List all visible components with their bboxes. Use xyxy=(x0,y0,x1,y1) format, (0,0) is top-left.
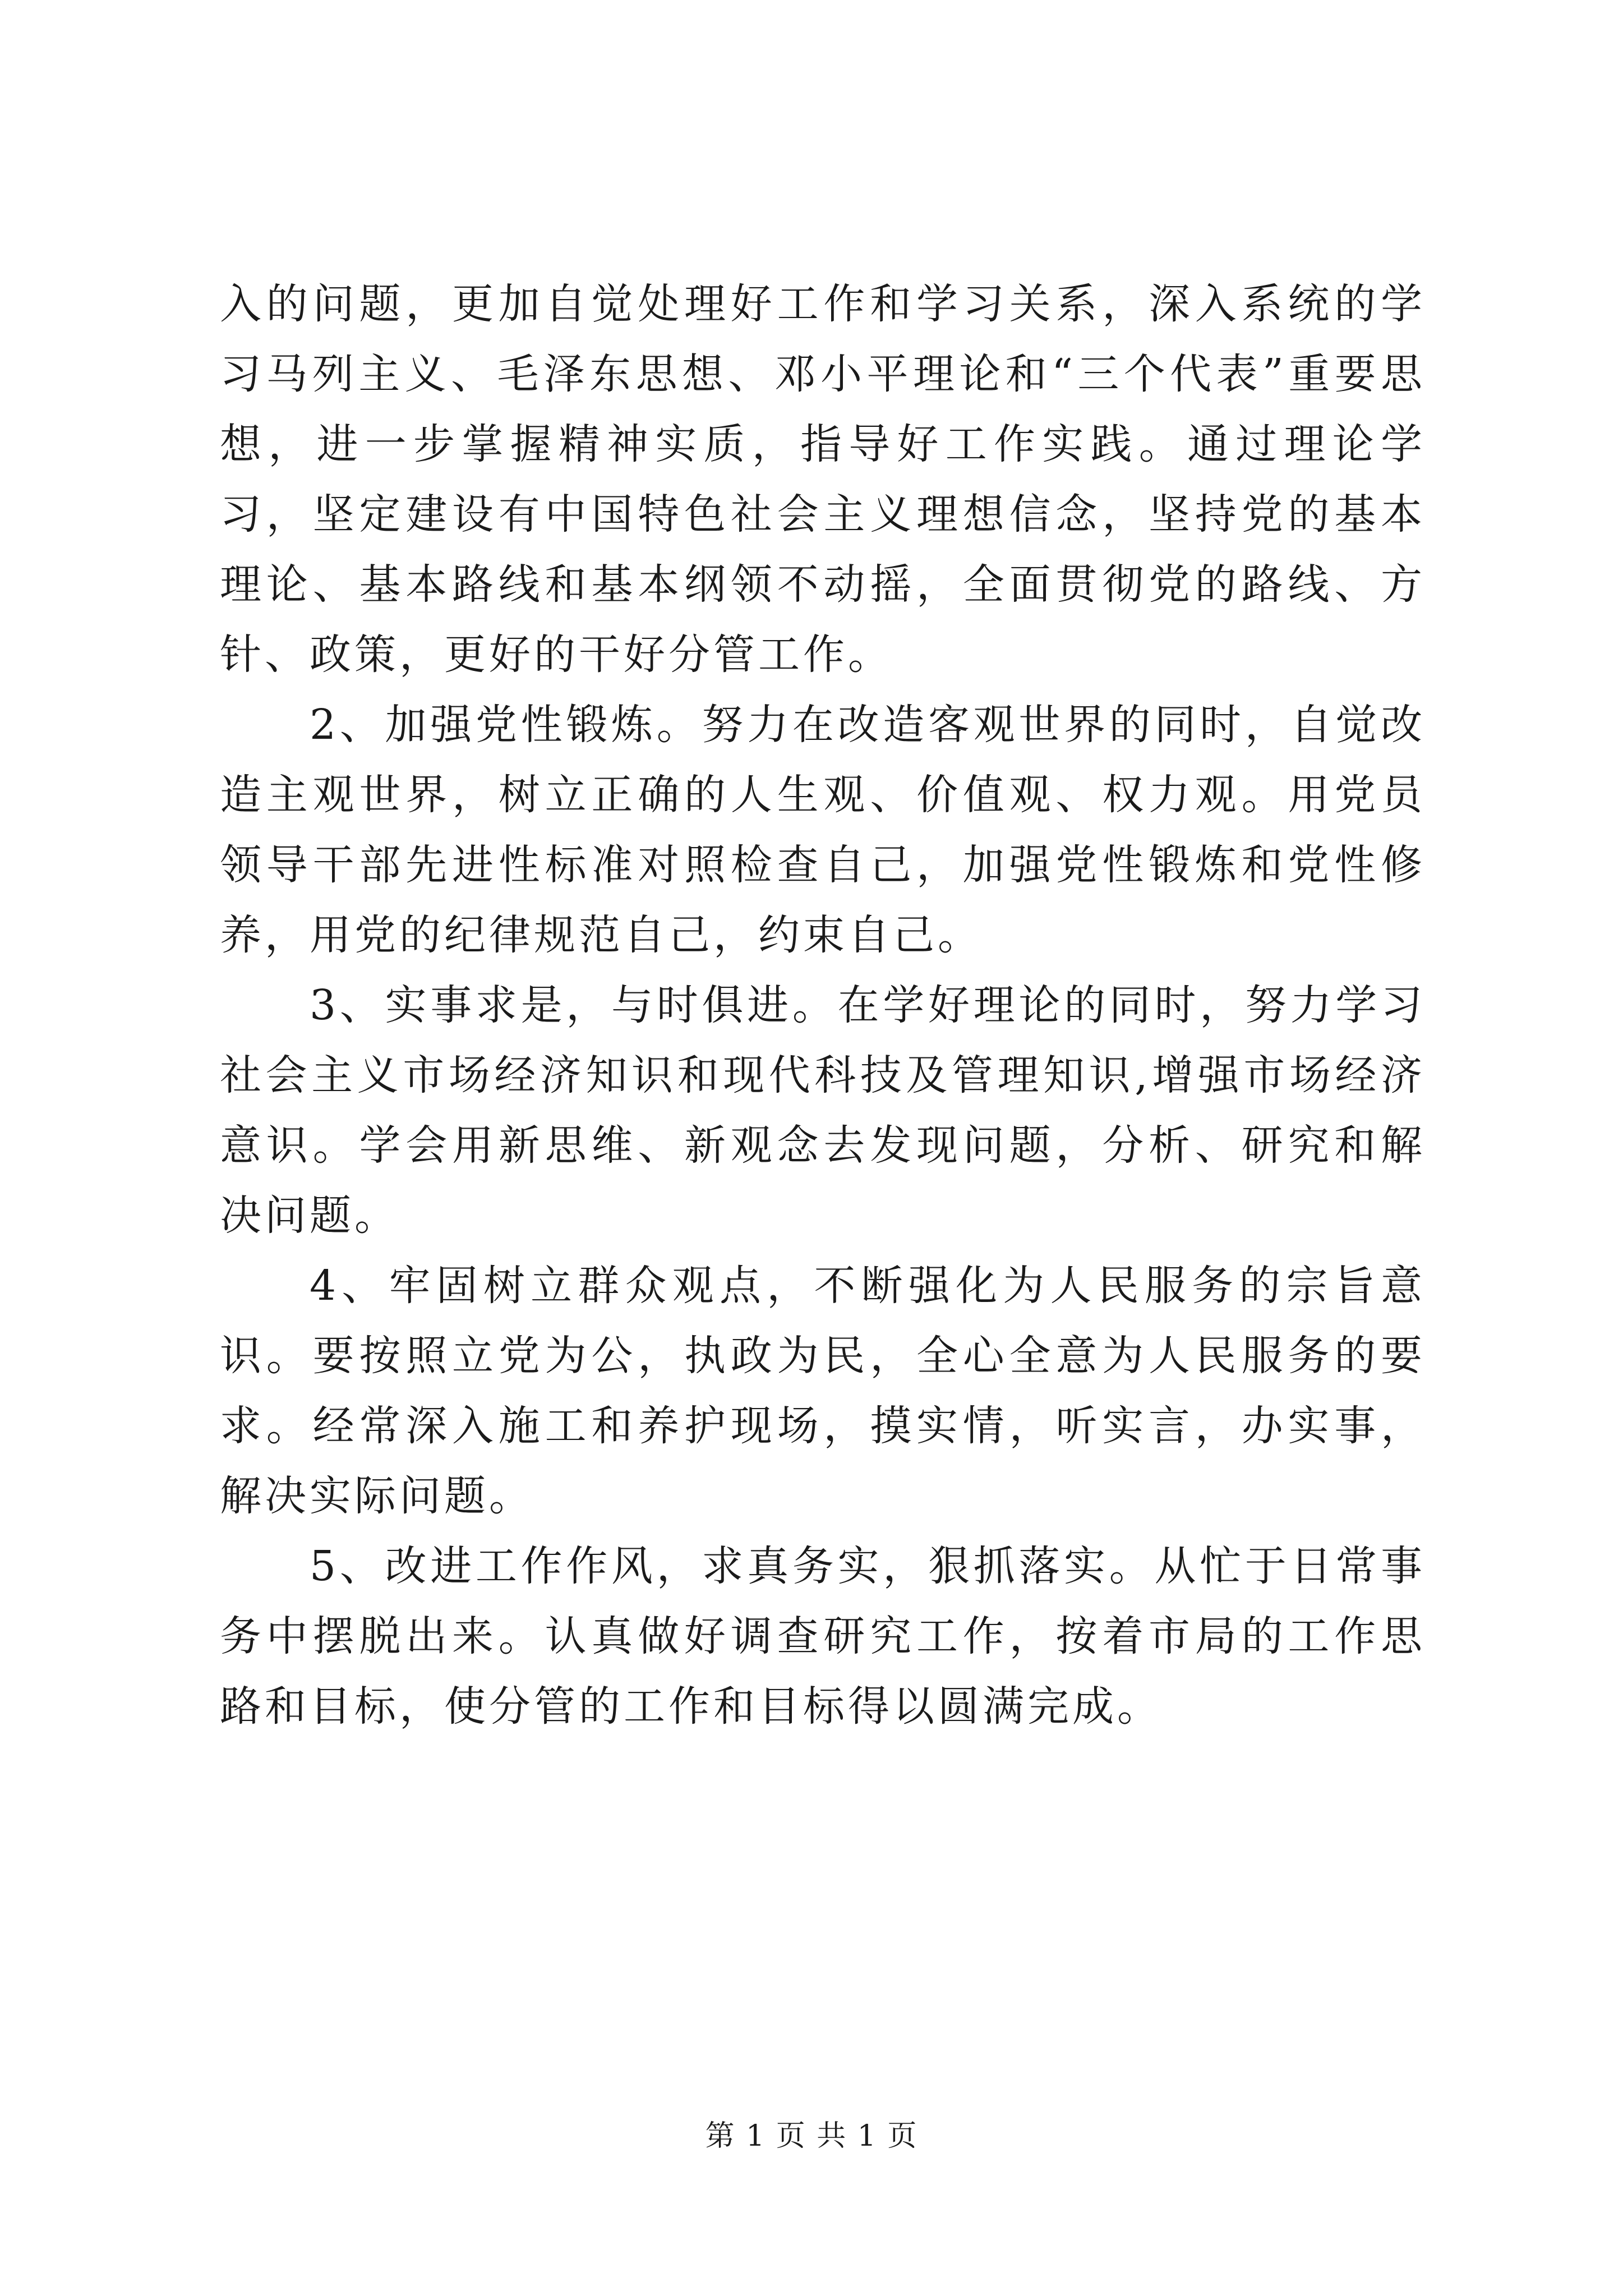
paragraph-4: 4、牢固树立群众观点，不断强化为人民服务的宗旨意识。要按照立党为公，执政为民，全心全意为人民服务的要求。经常深入施工和养护现场，摸实情，听实言，办实事，解决实际问题。 xyxy=(220,1262,1426,1520)
page-number-label: 第 1 页 共 1 页 xyxy=(705,2119,918,2153)
paragraph-1: 入的问题，更加自觉处理好工作和学习关系，深入系统的学习马列主义、毛泽东思想、邓小平理论和“三个代表”重要思想，进一步掌握精神实质，指导好工作实践。通过理论学习，坚定建设有中国特色社会主义理想信念，坚持党的基本理论、基本路线和基本纲领不动摇，全面贯彻党的路线、方针、政策，更好的干好分管工作。 xyxy=(220,280,1426,679)
document-body xyxy=(220,269,1426,1742)
paragraph-2: 2、加强党性锻炼。努力在改造客观世界的同时，自觉改造主观世界，树立正确的人生观、价值观、权力观。用党员领导干部先进性标准对照检查自己，加强党性锻炼和党性修养，用党的纪律规范自己，约束自己。 xyxy=(220,701,1426,959)
paragraph-5: 5、改进工作作风，求真务实，狠抓落实。从忙于日常事务中摆脱出来。认真做好调查研究工作，按着市局的工作思路和目标，使分管的工作和目标得以圆满完成。 xyxy=(220,1542,1426,1731)
page-footer xyxy=(0,2116,1623,2156)
paragraph-3: 3、实事求是，与时俱进。在学好理论的同时，努力学习社会主义市场经济知识和现代科技及管理知识,增强市场经济意识。学会用新思维、新观念去发现问题，分析、研究和解决问题。 xyxy=(220,981,1426,1240)
